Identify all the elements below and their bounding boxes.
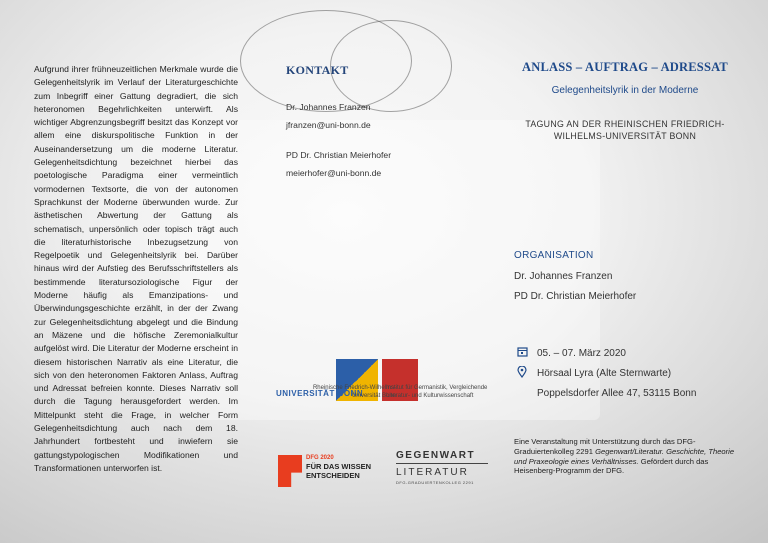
description-text: Aufgrund ihrer frühneuzeitlichen Merkmale wurde die Gelegenheitslyrik im Verlauf der Literaturgeschichte zum Inbegriff einer Gattung degradiert, die sich heteronomen Begehrlichkeiten unterwirft. Als wichtiger Abgrenzungsbegriff besitzt das Konzept vor allem eine diskurspolitische Funktion in der Auseinandersetzung um die moderne Literatur. Gelegenheitsdichtung bezeichnet hierbei das poetologische Paradigma einer vermeintlich vormodernen Textsorte, die von der autonomen Sprachkunst der Moderne überwunden wurde. Zur ästhetischen Abwertung der Gattung als schematisch, unpersönlich oder topisch trägt auch die literaturhistorische Inbezugsetzung von Regelpoetik und Gelegenheitslyrik bei. Darüber hinaus wird der Aufstieg des Berufsschriftstellers als bestimmende literatursoziologische Figur der Moderne häufig als Emanzipations- und Überwindungsgeschichte erzählt, in der der Zwang zur Gelegenheitsdichtung abgelegt und die Bindung an Mäzene und die höfische Zeremonialkultur aufgelöst wird. Die Literatur der Moderne erscheint in diesem historischen Narrativ als eine Literatur, die sich von den heteronomen Faktoren Anlass, Auftrag und Adressat befreien konnte. Dieses Narrativ soll durch die Tagung herausgefordert werden. Im Mittelpunkt steht die Frage, in welcher Form Gelegenheitsdichtung auch nach dem 18. Jahrhundert fortbesteht und inwiefern sie gattungstypologischen Modifikationen und Transformationen unterworfen ist. — [34, 64, 238, 473]
footer-note — [514, 437, 746, 476]
location-pin-icon — [516, 366, 528, 381]
subtitle: Gelegenheitslyrik in der Moderne — [551, 85, 699, 96]
event-info — [516, 343, 696, 403]
main-title: ANLASS – AUFTRAG – ADRESSAT — [522, 60, 728, 74]
event-place: Hörsaal Lyra (Alte Sternwarte) — [537, 367, 672, 379]
gegenwart-label: GEGENWART — [396, 450, 476, 461]
organiser-1: Dr. Johannes Franzen — [514, 271, 613, 282]
literatur-label: LITERATUR — [396, 467, 469, 478]
university-name: UNIVERSITÄT BONN — [276, 389, 364, 398]
place-row — [516, 363, 696, 383]
footer-line1: Eine Veranstaltung mit Unterstützung durch das DFG-Graduiertenkolleg 2291 — [514, 437, 696, 456]
footer-italic: Gegenwart/Literatur. Geschichte, Theorie und Praxeologie eines Verhältnisses. — [514, 446, 735, 466]
contact-person-1: Dr. Johannes Franzen — [286, 102, 371, 112]
contact-heading: KONTAKT — [286, 63, 349, 77]
logos-area — [276, 355, 496, 515]
contact-section — [286, 63, 496, 182]
title-section — [510, 60, 740, 142]
dfg-year: DFG 2020 — [306, 455, 334, 461]
organiser-2: PD Dr. Christian Meierhofer — [514, 291, 637, 302]
date-row — [516, 343, 696, 363]
organisation-heading: ORGANISATION — [514, 250, 594, 261]
graduiertenkolleg-label: DFG-GRADUIERTENKOLLEG 2291 — [396, 480, 474, 485]
contact-person-2: PD Dr. Christian Meierhofer — [286, 150, 392, 160]
gegenwart-divider — [396, 463, 488, 464]
calendar-icon — [516, 346, 528, 360]
footer-line2: Gefördert durch das Heisenberg-Programm der DFG. — [514, 456, 709, 476]
organisation-section — [514, 250, 636, 307]
institute-name: Institut für Germanistik, Vergleichende Literatur- und Kulturwissenschaft — [386, 385, 488, 399]
dfg-slogan: FÜR DAS WISSEN ENTSCHEIDEN — [306, 462, 372, 480]
dfg-logo-icon — [278, 455, 302, 487]
address-row — [516, 383, 696, 403]
university-subtitle: Rheinische Friedrich-Wilhelms-Universität Bonn — [312, 385, 396, 399]
conference-label: TAGUNG AN DER RHEINISCHEN FRIEDRICH-WILHELMS-UNIVERSITÄT BONN — [525, 119, 725, 141]
contact-email-2[interactable]: meierhofer@uni-bonn.de — [286, 168, 382, 178]
event-address: Poppelsdorfer Allee 47, 53115 Bonn — [537, 387, 697, 399]
contact-email-1[interactable]: jfranzen@uni-bonn.de — [286, 120, 371, 130]
event-date: 05. – 07. März 2020 — [537, 347, 626, 359]
